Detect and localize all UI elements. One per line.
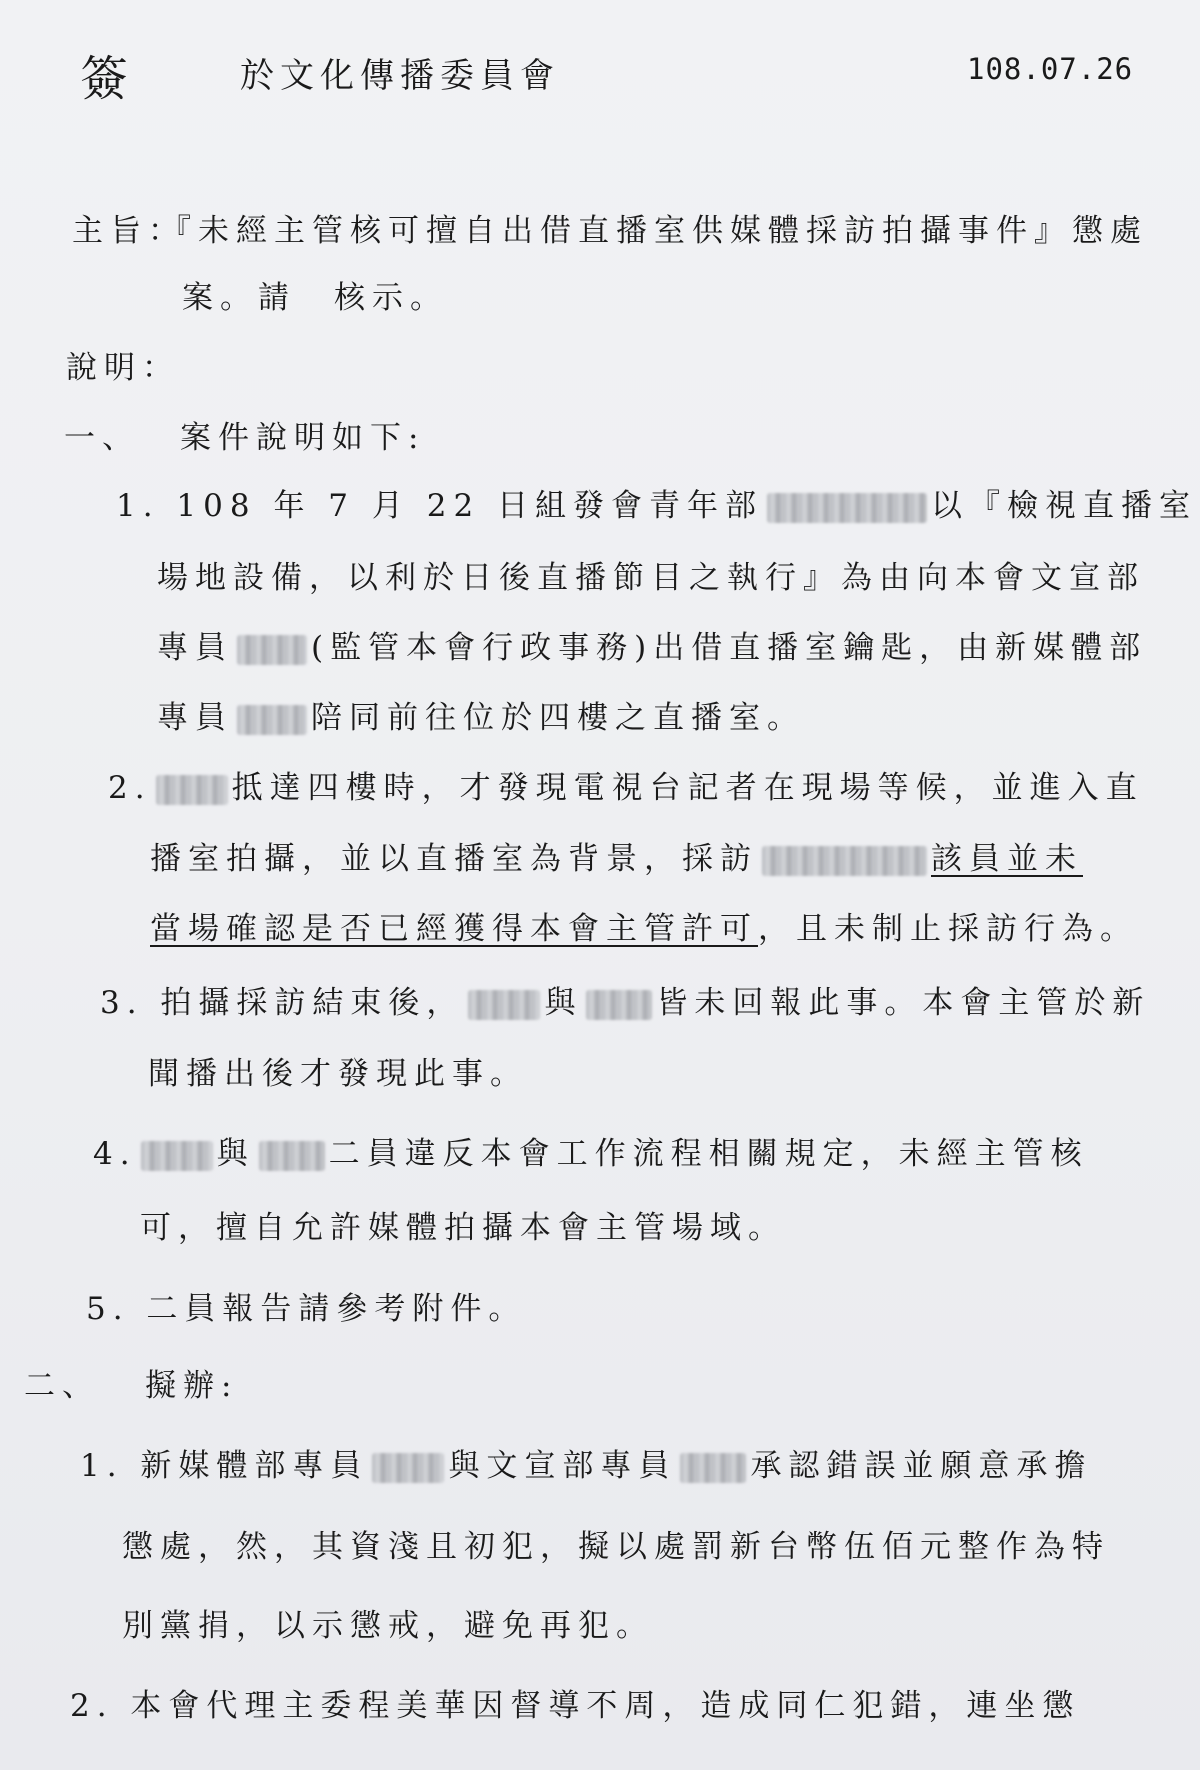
proposal1-line2: 懲處，然，其資淺且初犯，擬以處罰新台幣伍佰元整作為特 [122, 1529, 1110, 1565]
item3-line1 [100, 977, 1150, 1022]
section1-title: 案件說明如下: [180, 420, 426, 456]
explanation-label: 說明： [66, 350, 180, 386]
item5-line1: 5. 二員報告請參考附件。 [86, 1291, 527, 1327]
redacted-name [680, 1453, 746, 1483]
item2-line3 [150, 903, 1138, 948]
item2-line1-pre: 2. [108, 770, 152, 806]
section1-number: 一、 [64, 420, 140, 456]
redacted-name [767, 493, 927, 523]
item3-line1-mid: 與 [544, 985, 583, 1021]
proposal1-line1-mid: 與文宣部專員 [448, 1448, 677, 1484]
item1-line1 [116, 480, 1197, 525]
item1-line3-post: (監管本會行政事務)出借直播室鑰匙，由新媒體部 [311, 630, 1148, 666]
subject-text-line1: 『未經主管核可擅自出借直播室供媒體採訪拍攝事件』懲處 [160, 213, 1148, 249]
redacted-name [468, 990, 540, 1020]
redacted-name [156, 775, 228, 805]
redacted-name [141, 1141, 213, 1171]
item1-line4 [157, 692, 805, 737]
proposal1-line3: 別黨捐，以示懲戒，避免再犯。 [122, 1608, 654, 1644]
seal-character: 簽 [80, 51, 131, 107]
item1-line1-post: 以『檢視直播室 [931, 488, 1198, 524]
redacted-name [237, 635, 307, 665]
section2-title: 擬辦: [145, 1368, 239, 1404]
redacted-name [762, 846, 927, 876]
item4-line2: 可，擅自允許媒體拍攝本會主管場域。 [140, 1210, 786, 1246]
section2-number: 二、 [24, 1368, 100, 1404]
item4-line1 [93, 1128, 1089, 1173]
item4-line1-post: 二員違反本會工作流程相關規定，未經主管核 [328, 1136, 1089, 1172]
item3-line1-pre: 3. 拍攝採訪結束後， [100, 985, 465, 1021]
redacted-name [259, 1141, 325, 1171]
item2-line1-post: 抵達四樓時，才發現電視台記者在現場等候，並進入直 [231, 770, 1144, 806]
item4-line1-pre: 4. [93, 1136, 137, 1172]
item1-line3 [157, 622, 1147, 667]
proposal1-line1-post: 承認錯誤並願意承擔 [750, 1448, 1093, 1484]
proposal1-line1-pre: 1. 新媒體部專員 [80, 1448, 369, 1484]
item2-line3-post: ，且未制止採訪行為。 [758, 911, 1138, 947]
item2-line2 [150, 833, 1083, 878]
proposal1-line1 [80, 1440, 1092, 1485]
organization-title: 於文化傳播委員會 [240, 56, 560, 96]
item3-line1-post: 皆未回報此事。本會主管於新 [656, 985, 1151, 1021]
subject-text-line2: 案。請 核示。 [182, 280, 448, 316]
item2-line2-underlined: 該員並未 [931, 841, 1083, 877]
item1-line3-pre: 專員 [157, 630, 233, 666]
subject-label: 主旨： [72, 213, 186, 249]
document-date: 108.07.26 [967, 52, 1134, 86]
item1-line4-pre: 專員 [157, 700, 233, 736]
item2-line1 [108, 762, 1144, 807]
item1-line4-post: 陪同前往位於四樓之直播室。 [311, 700, 805, 736]
redacted-name [237, 705, 307, 735]
item1-line2: 場地設備，以利於日後直播節目之執行』為由向本會文宣部 [157, 560, 1145, 596]
item2-line3-underlined: 當場確認是否已經獲得本會主管許可 [150, 911, 758, 947]
redacted-name [372, 1453, 444, 1483]
proposal2-line1: 2. 本會代理主委程美華因督導不周，造成同仁犯錯，連坐懲 [70, 1688, 1081, 1724]
item2-line2-pre: 播室拍攝，並以直播室為背景，採訪 [150, 841, 758, 877]
item4-line1-mid: 與 [216, 1136, 255, 1172]
item1-line1-pre: 1. 108 年 7 月 22 日組發會青年部 [116, 488, 764, 524]
redacted-name [586, 990, 652, 1020]
item3-line2: 聞播出後才發現此事。 [148, 1056, 528, 1092]
